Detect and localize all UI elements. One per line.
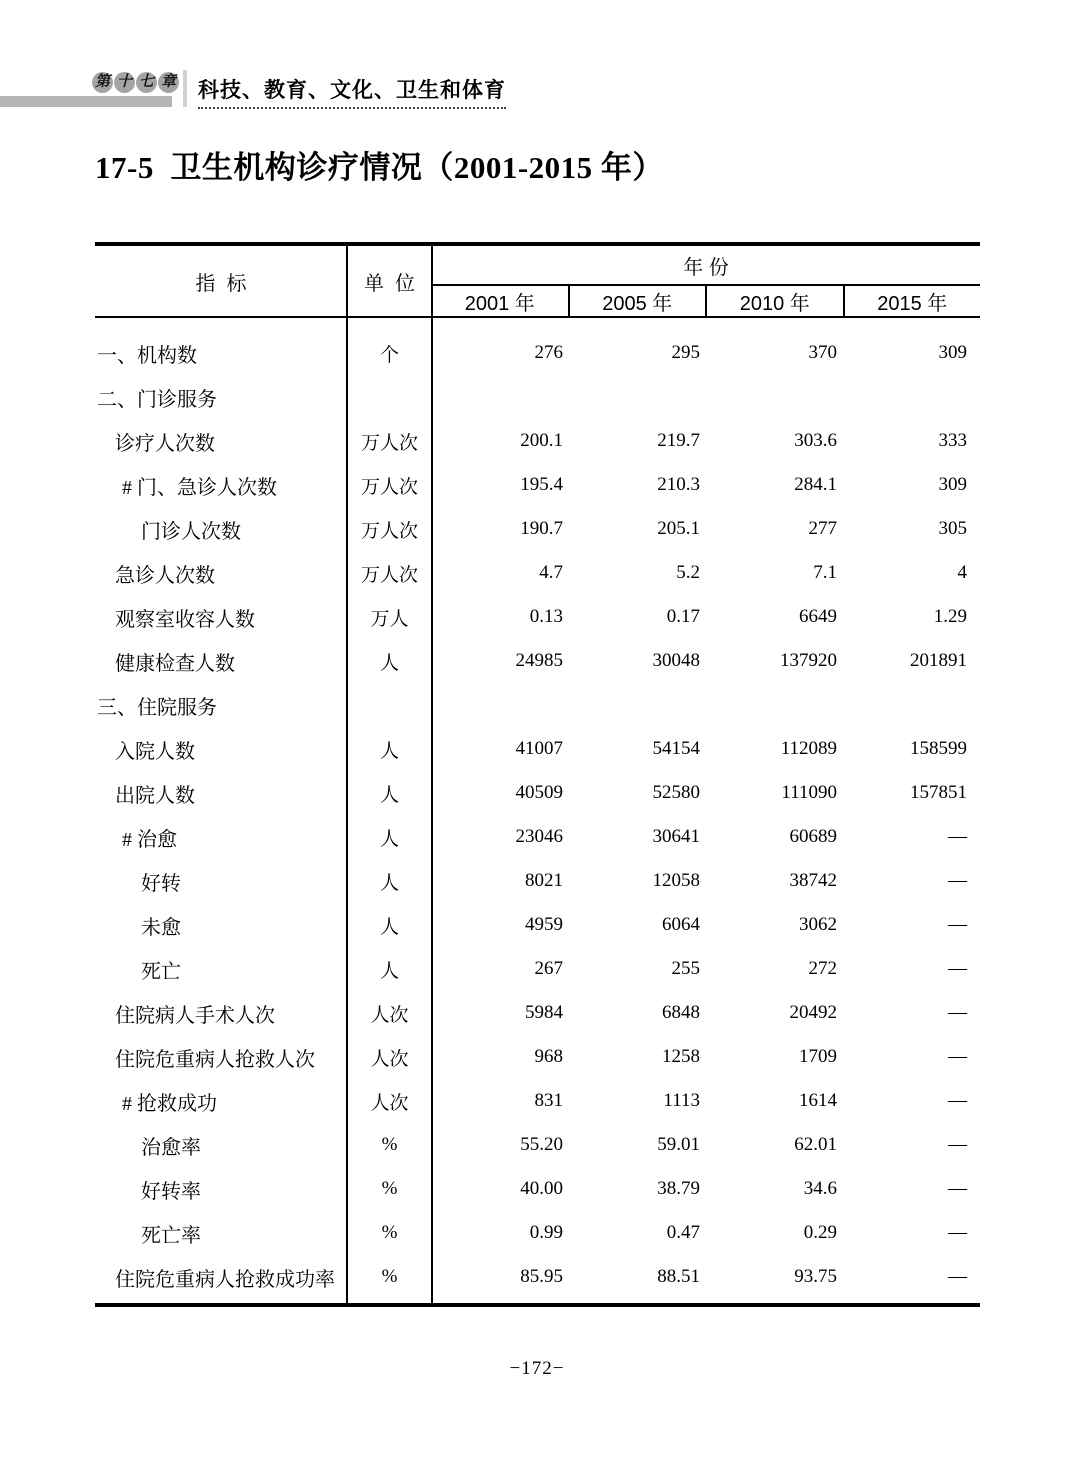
table-row xyxy=(95,991,980,1035)
cell-indicator: 死亡 xyxy=(141,960,181,983)
cell-value: — xyxy=(948,1178,967,1199)
chapter-title: 科技、教育、文化、卫生和体育 xyxy=(198,74,506,109)
cell-value: 38742 xyxy=(789,870,837,891)
cell-value: — xyxy=(948,1134,967,1155)
cell-value: 111090 xyxy=(781,782,837,803)
cell-value: 0.17 xyxy=(666,606,700,627)
cell-indicator: 诊疗人次数 xyxy=(115,432,215,455)
cell-value: 3062 xyxy=(799,914,837,935)
cell-indicator: 门诊人次数 xyxy=(141,520,241,543)
cell-value: 1709 xyxy=(799,1046,837,1067)
header-year-label: 2001 年 xyxy=(464,292,535,315)
cell-unit: 人 xyxy=(379,872,399,894)
cell-value: 1113 xyxy=(663,1090,700,1111)
cell-unit: 万人次 xyxy=(360,520,418,542)
cell-unit: 人 xyxy=(379,960,399,982)
cell-unit: 万人 xyxy=(370,608,409,630)
cell-value: 831 xyxy=(534,1090,563,1111)
header-year-label: 2005 年 xyxy=(568,286,706,316)
cell-value: 968 xyxy=(534,1046,563,1067)
cell-value: 157851 xyxy=(910,782,967,803)
table-row xyxy=(95,507,980,551)
cell-value: 0.47 xyxy=(666,1222,700,1243)
cell-indicator: 急诊人次数 xyxy=(115,564,215,587)
statistics-table xyxy=(95,242,980,1307)
cell-value: 54154 xyxy=(652,738,700,759)
cell-value: 5.2 xyxy=(676,562,700,583)
cell-indicator: 观察室收容人数 xyxy=(115,608,255,631)
cell-value: 38.79 xyxy=(657,1178,700,1199)
cell-indicator: 治愈率 xyxy=(141,1136,201,1159)
cell-value: 267 xyxy=(534,958,563,979)
cell-indicator: 二、门诊服务 xyxy=(97,388,217,411)
column-divider xyxy=(431,242,433,1307)
table-row xyxy=(95,815,980,859)
cell-value: 8021 xyxy=(525,870,563,891)
chapter-divider xyxy=(183,70,187,107)
cell-indicator: 入院人数 xyxy=(115,740,195,763)
cell-indicator: 健康检查人数 xyxy=(115,652,235,675)
cell-unit: 人 xyxy=(379,916,399,938)
table-row xyxy=(95,683,980,727)
table-row xyxy=(95,375,980,419)
cell-value: 276 xyxy=(534,342,563,363)
table-header xyxy=(95,242,980,318)
header-year-row xyxy=(432,284,980,316)
table-row xyxy=(95,1211,980,1255)
cell-indicator: 住院危重病人抢救成功率 xyxy=(115,1268,335,1291)
chapter-badge-char: 七 xyxy=(136,72,157,93)
table-row xyxy=(95,1035,980,1079)
cell-value: 195.4 xyxy=(520,474,563,495)
table-row xyxy=(95,947,980,991)
cell-value: 219.7 xyxy=(657,430,700,451)
column-divider xyxy=(346,242,348,1307)
cell-unit: 人次 xyxy=(370,1092,409,1114)
cell-value: 370 xyxy=(808,342,837,363)
cell-value: 62.01 xyxy=(794,1134,837,1155)
cell-value: 93.75 xyxy=(794,1266,837,1287)
cell-value: 12058 xyxy=(652,870,700,891)
cell-value: 85.95 xyxy=(520,1266,563,1287)
cell-value: 309 xyxy=(938,474,967,495)
cell-value: 30641 xyxy=(652,826,700,847)
table-row xyxy=(95,903,980,947)
cell-indicator: 好转 xyxy=(141,872,181,895)
table-row xyxy=(95,1255,980,1299)
cell-indicator: 三、住院服务 xyxy=(97,696,217,719)
cell-value: — xyxy=(948,1266,967,1287)
cell-value: 55.20 xyxy=(520,1134,563,1155)
header-unit-label: 单 位 xyxy=(363,272,416,295)
cell-value: 52580 xyxy=(652,782,700,803)
cell-value: — xyxy=(948,826,967,847)
cell-value: 112089 xyxy=(780,738,837,759)
table-row xyxy=(95,1167,980,1211)
cell-unit: 人次 xyxy=(370,1048,409,1070)
cell-value: 59.01 xyxy=(657,1134,700,1155)
cell-value: 4959 xyxy=(525,914,563,935)
table-row xyxy=(95,1079,980,1123)
header-year-label: 2015 年 xyxy=(843,286,981,316)
cell-unit: 个 xyxy=(379,344,399,366)
header-year-group-label: 年 份 xyxy=(683,256,729,279)
cell-value: 205.1 xyxy=(657,518,700,539)
cell-value: — xyxy=(948,1090,967,1111)
cell-value: — xyxy=(948,1002,967,1023)
cell-value: 6064 xyxy=(662,914,700,935)
cell-indicator: 死亡率 xyxy=(141,1224,201,1247)
cell-indicator: 好转率 xyxy=(141,1180,201,1203)
cell-value: 41007 xyxy=(515,738,563,759)
cell-value: 40509 xyxy=(515,782,563,803)
cell-value: 6848 xyxy=(662,1002,700,1023)
cell-value: 158599 xyxy=(910,738,967,759)
cell-unit: 人 xyxy=(379,784,399,806)
cell-value: 1.29 xyxy=(933,606,967,627)
cell-value: 6649 xyxy=(799,606,837,627)
cell-value: 23046 xyxy=(515,826,563,847)
chapter-badge-char: 十 xyxy=(114,72,135,93)
cell-unit: % xyxy=(381,1178,398,1199)
cell-unit: 人 xyxy=(379,740,399,762)
cell-unit: 万人次 xyxy=(360,432,418,454)
cell-value: — xyxy=(948,1222,967,1243)
cell-value: 333 xyxy=(938,430,967,451)
cell-unit: % xyxy=(381,1134,398,1155)
cell-value: 0.29 xyxy=(803,1222,837,1243)
cell-indicator: 出院人数 xyxy=(115,784,195,807)
cell-value: 5984 xyxy=(525,1002,563,1023)
cell-unit: 人 xyxy=(379,652,399,674)
cell-value: 190.7 xyxy=(520,518,563,539)
cell-value: 30048 xyxy=(652,650,700,671)
chapter-badge-char: 章 xyxy=(158,72,179,93)
table-row xyxy=(95,419,980,463)
cell-value: 20492 xyxy=(789,1002,837,1023)
table-row xyxy=(95,331,980,375)
table-row xyxy=(95,551,980,595)
cell-indicator: 住院病人手术人次 xyxy=(115,1004,275,1027)
cell-value: — xyxy=(948,914,967,935)
cell-unit: 万人次 xyxy=(360,476,418,498)
cell-value: 201891 xyxy=(910,650,967,671)
table-row xyxy=(95,727,980,771)
header-year-label: 2010 年 xyxy=(705,286,843,316)
cell-value: 40.00 xyxy=(520,1178,563,1199)
cell-value: 305 xyxy=(938,518,967,539)
cell-value: 277 xyxy=(808,518,837,539)
cell-indicator: 未愈 xyxy=(141,916,181,939)
table-row xyxy=(95,771,980,815)
chapter-badge-char: 第 xyxy=(92,72,113,93)
header-years-group xyxy=(432,246,980,316)
cell-value: 24985 xyxy=(515,650,563,671)
cell-value: 4 xyxy=(957,562,967,583)
cell-unit: 人次 xyxy=(370,1004,409,1026)
cell-unit: % xyxy=(381,1266,398,1287)
table-row xyxy=(95,639,980,683)
cell-value: 303.6 xyxy=(794,430,837,451)
cell-value: — xyxy=(948,958,967,979)
cell-indicator: # 抢救成功 xyxy=(122,1092,217,1115)
cell-value: 88.51 xyxy=(657,1266,700,1287)
table-row xyxy=(95,1123,980,1167)
cell-value: 0.99 xyxy=(529,1222,563,1243)
header-indicator-label: 指 标 xyxy=(195,272,247,295)
cell-value: 4.7 xyxy=(539,562,563,583)
cell-indicator: 住院危重病人抢救人次 xyxy=(115,1048,315,1071)
cell-value: 295 xyxy=(671,342,700,363)
cell-value: 137920 xyxy=(780,650,837,671)
cell-value: 60689 xyxy=(789,826,837,847)
page-number: −172− xyxy=(509,1358,565,1379)
chapter-badge xyxy=(92,72,179,93)
cell-value: 210.3 xyxy=(657,474,700,495)
cell-value: 255 xyxy=(671,958,700,979)
table-row xyxy=(95,859,980,903)
cell-value: 272 xyxy=(808,958,837,979)
cell-value: 1258 xyxy=(662,1046,700,1067)
cell-indicator: # 治愈 xyxy=(122,828,177,851)
table-row xyxy=(95,595,980,639)
cell-value: 200.1 xyxy=(520,430,563,451)
cell-value: 34.6 xyxy=(803,1178,837,1199)
cell-unit: 万人次 xyxy=(360,564,418,586)
table-row xyxy=(95,463,980,507)
cell-value: 0.13 xyxy=(529,606,563,627)
cell-value: 309 xyxy=(938,342,967,363)
table-body xyxy=(95,318,980,1307)
cell-unit: % xyxy=(381,1222,398,1243)
cell-value: 284.1 xyxy=(794,474,837,495)
chapter-band-bar xyxy=(0,96,172,107)
cell-value: 1614 xyxy=(799,1090,837,1111)
page-title: 17-5 卫生机构诊疗情况（2001-2015 年） xyxy=(95,150,664,185)
cell-value: — xyxy=(948,1046,967,1067)
cell-indicator: 一、机构数 xyxy=(97,344,197,367)
cell-indicator: # 门、急诊人次数 xyxy=(122,476,277,499)
cell-value: — xyxy=(948,870,967,891)
cell-unit: 人 xyxy=(379,828,399,850)
cell-value: 7.1 xyxy=(813,562,837,583)
